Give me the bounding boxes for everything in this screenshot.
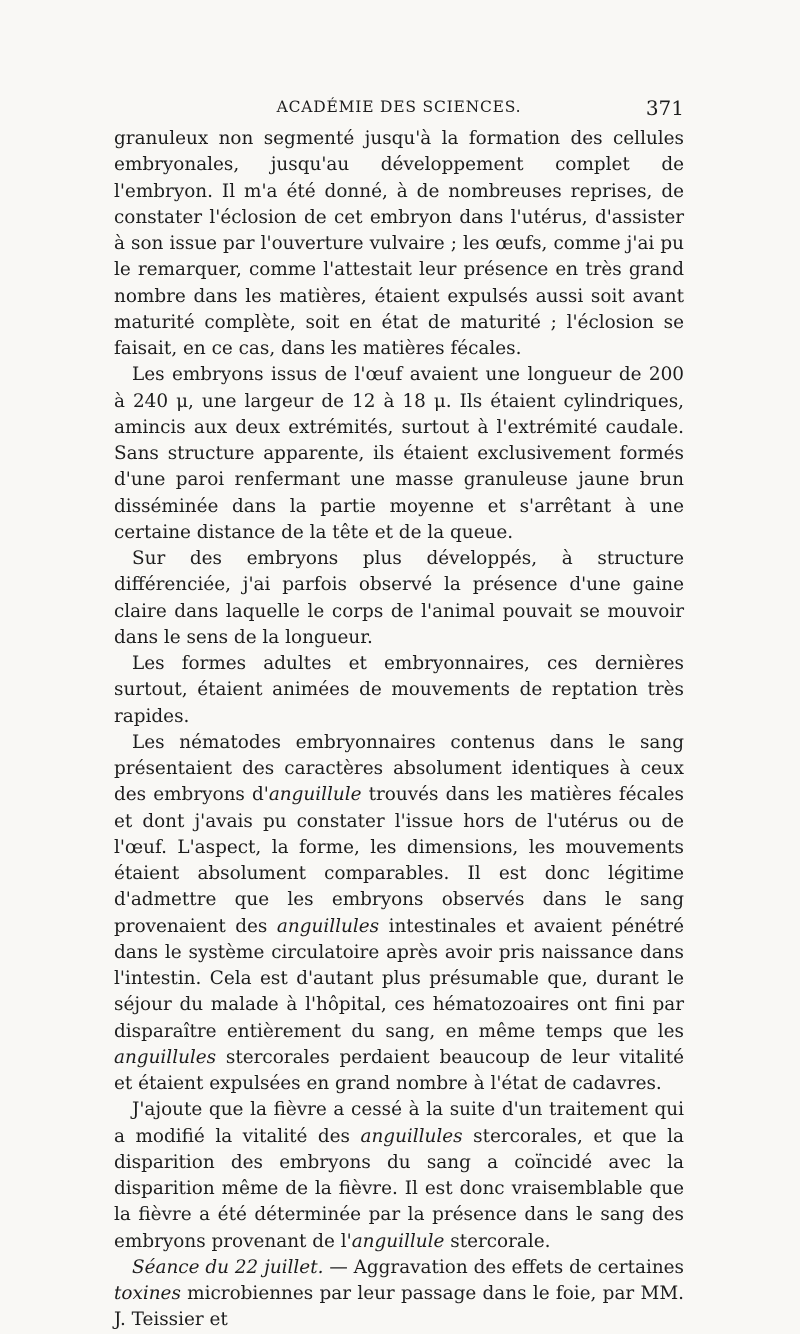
paragraph-5-text-3: intestinales et avaient pénétré dans le système circulatoire après avoir pris naissance dans l'intestin. Cela est d'autant plus présumable que, durant le séjour du malade à l'hôpital, ces hématozoaires ont fini par disparaître entièrement du sang, en même temps que les (114, 915, 684, 1042)
page-number: 371 (645, 96, 684, 120)
paragraph-7 (114, 1255, 684, 1334)
paragraph-5-italic-3: anguillules (114, 1046, 217, 1068)
paragraph-1: granuleux non segmenté jusqu'à la formation des cellules embryonales, jusqu'au développement complet de l'embryon. Il m'a été donné, à de nombreuses reprises, de constater l'éclosion de cet embryon dans l'utérus, d'assister à son issue par l'ouverture vulvaire ; les œufs, comme j'ai pu le remarquer, comme l'attestait leur présence en très grand nombre dans les matières, étaient expulsés aussi soit avant maturité complète, soit en état de maturité ; l'éclosion se faisait, en ce cas, dans les matières fécales. (114, 128, 684, 359)
paragraph-5-italic-2: anguillules (276, 915, 380, 937)
body-text (114, 126, 684, 1334)
paragraph-5-text-1: Les nématodes embryonnaires contenus dans le sang présentaient des caractères absolument identiques à ceux des embryons d' (114, 731, 684, 806)
paragraph-6-text-2: stercorales, et que la disparition des embryons du sang a coïncidé avec la disparition même de la fièvre. Il est donc vraisemblable que la fièvre a été déterminée par la présence dans le sang des embryons provenant de l' (114, 1125, 684, 1252)
paragraph-6-italic-2: anguillule (351, 1230, 445, 1252)
page-header (114, 96, 684, 126)
paragraph-2: Les embryons issus de l'œuf avaient une longueur de 200 à 240 μ, une largeur de 12 à 18 μ. Ils étaient cylindriques, amincis aux deux extrémités, surtout à l'extrémité caudale. Sans structure apparente, ils étaient exclusivement formés d'une paroi renfermant une masse granuleuse jaune brun disséminée dans la partie moyenne et s'arrêtant à une certaine distance de la tête et de la queue. (114, 364, 684, 543)
paragraph-6-text-1: J'ajoute que la fièvre a cessé à la suite d'un traitement qui a modifié la vitalité des (114, 1099, 684, 1147)
seance-date: Séance du 22 juillet. (132, 1256, 324, 1278)
paragraph-6 (114, 1097, 684, 1255)
paragraph-6-text-3: stercorale. (444, 1230, 551, 1252)
paragraph-5 (114, 730, 684, 1098)
paragraph-3: Sur des embryons plus développés, à structure différenciée, j'ai parfois observé la présence d'une gaine claire dans laquelle le corps de l'animal pouvait se mouvoir dans le sens de la longueur. (114, 548, 684, 648)
paragraph-4: Les formes adultes et embryonnaires, ces dernières surtout, étaient animées de mouvements de reptation très rapides. (114, 653, 684, 727)
running-head: ACADÉMIE DES SCIENCES. (276, 98, 522, 116)
paragraph-6-italic-1: anguillules (360, 1125, 463, 1147)
paragraph-7-italic-2: toxines (114, 1283, 181, 1304)
paragraph-7-text-1: — Aggravation des effets de certaines (323, 1256, 684, 1278)
paragraph-7-text-2: microbiennes par leur passage dans le foie, par MM. J. Teissier et (114, 1283, 684, 1331)
paragraph-5-italic-1: anguillule (268, 784, 362, 806)
paragraph-5-text-2: trouvés dans les matières fécales et dont j'avais pu constater l'issue hors de l'utérus ou de l'œuf. L'aspect, la forme, les dimensions, les mouvements étaient absolument comparables. Il est donc légitime d'admettre que les embryons observés dans le sang provenaient des (114, 784, 684, 937)
paragraph-5-text-4: stercorales perdaient beaucoup de leur vitalité et étaient expulsées en grand nombre à l'état de cadavres. (114, 1046, 684, 1094)
